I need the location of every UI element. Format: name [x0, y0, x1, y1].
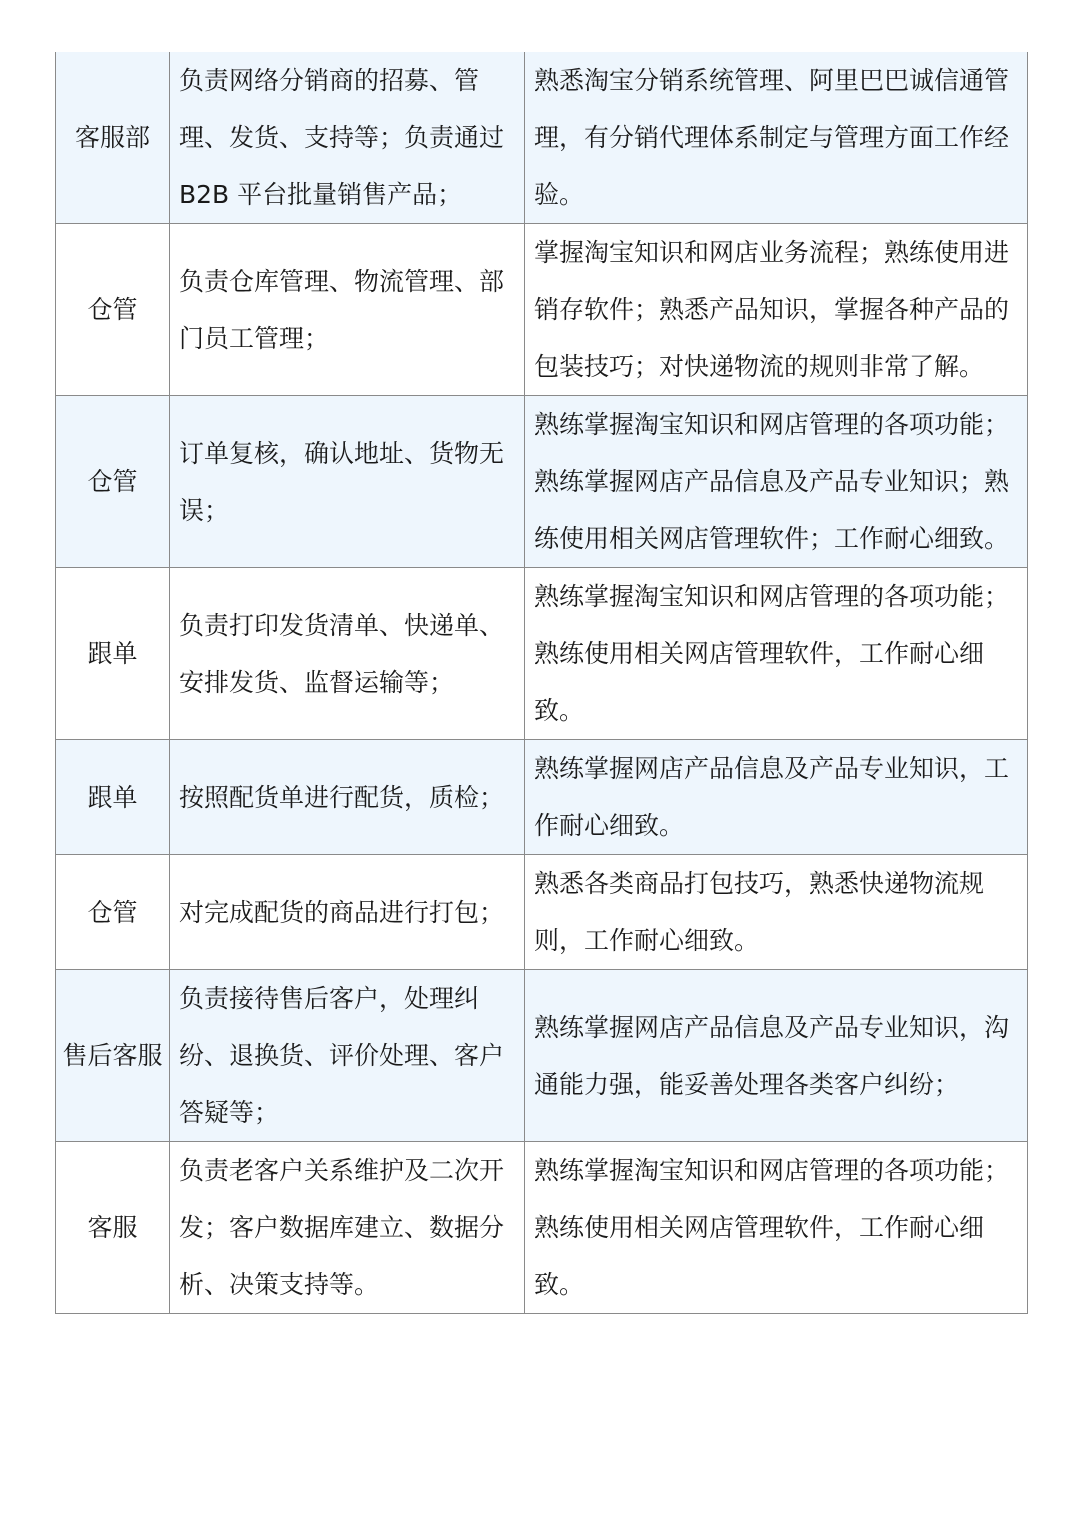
- department-cell: 跟单: [56, 740, 170, 855]
- requirement-cell: 熟练掌握淘宝知识和网店管理的各项功能；熟练掌握网店产品信息及产品专业知识；熟练使用相关网店管理软件；工作耐心细致。: [525, 396, 1028, 568]
- table-row: [56, 740, 1028, 855]
- requirement-cell: 掌握淘宝知识和网店业务流程；熟练使用进销存软件；熟悉产品知识，掌握各种产品的包装技巧；对快递物流的规则非常了解。: [525, 224, 1028, 396]
- table-row: [56, 396, 1028, 568]
- duty-cell: 负责仓库管理、物流管理、部门员工管理；: [170, 224, 525, 396]
- requirement-cell: 熟练掌握淘宝知识和网店管理的各项功能；熟练使用相关网店管理软件，工作耐心细致。: [525, 1142, 1028, 1314]
- duty-cell: 负责网络分销商的招募、管理、发货、支持等；负责通过 B2B 平台批量销售产品；: [170, 52, 525, 224]
- requirement-cell: 熟练掌握网店产品信息及产品专业知识，工作耐心细致。: [525, 740, 1028, 855]
- department-cell: 客服: [56, 1142, 170, 1314]
- table-row: [56, 568, 1028, 740]
- duty-cell: 负责接待售后客户，处理纠纷、退换货、评价处理、客户答疑等；: [170, 970, 525, 1142]
- table-row: [56, 855, 1028, 970]
- requirement-cell: 熟练掌握淘宝知识和网店管理的各项功能；熟练使用相关网店管理软件，工作耐心细致。: [525, 568, 1028, 740]
- table-row: [56, 970, 1028, 1142]
- department-cell: 售后客服: [56, 970, 170, 1142]
- department-cell: 仓管: [56, 855, 170, 970]
- department-cell: 跟单: [56, 568, 170, 740]
- table-row: [56, 224, 1028, 396]
- duty-cell: 对完成配货的商品进行打包；: [170, 855, 525, 970]
- requirement-cell: 熟悉淘宝分销系统管理、阿里巴巴诚信通管理，有分销代理体系制定与管理方面工作经验。: [525, 52, 1028, 224]
- requirement-cell: 熟练掌握网店产品信息及产品专业知识，沟通能力强，能妥善处理各类客户纠纷；: [525, 970, 1028, 1142]
- table-row: [56, 1142, 1028, 1314]
- department-cell: 客服部: [56, 52, 170, 224]
- requirement-cell: 熟悉各类商品打包技巧，熟悉快递物流规则，工作耐心细致。: [525, 855, 1028, 970]
- duty-cell: 负责打印发货清单、快递单、安排发货、监督运输等；: [170, 568, 525, 740]
- duty-cell: 订单复核，确认地址、货物无误；: [170, 396, 525, 568]
- table-row: [56, 52, 1028, 224]
- responsibility-table: [55, 52, 1028, 1314]
- duty-cell: 按照配货单进行配货，质检；: [170, 740, 525, 855]
- department-cell: 仓管: [56, 396, 170, 568]
- department-cell: 仓管: [56, 224, 170, 396]
- duty-cell: 负责老客户关系维护及二次开发；客户数据库建立、数据分析、决策支持等。: [170, 1142, 525, 1314]
